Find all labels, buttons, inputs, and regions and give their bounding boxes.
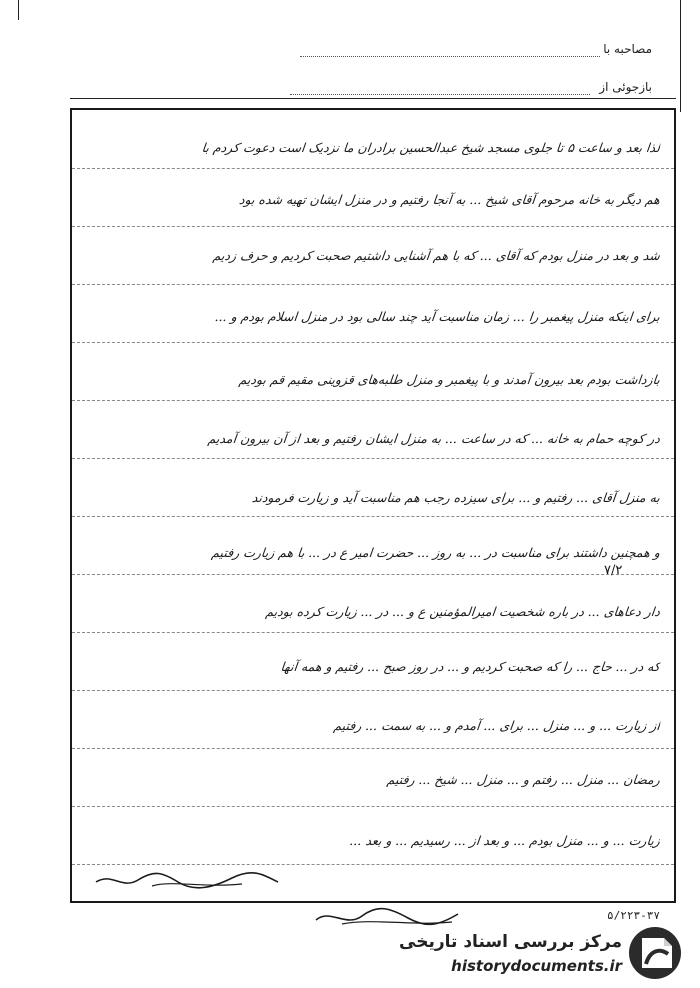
- manuscript-line: هم دیگر به خانه مرحوم آقای شیخ ... به آنجا رفتیم و در منزل ایشان تهیه شده بود: [238, 192, 661, 207]
- manuscript-line: و همچنین داشتند برای مناسبت در ... به روز ... حضرت امیر ع در ... با هم زیارت رفتیم: [210, 545, 661, 560]
- archive-logo-icon: [626, 924, 684, 982]
- ruled-line: [72, 574, 674, 575]
- manuscript-line: دار دعاهای ... در باره شخصیت امیرالمؤمنین ع و ... در ... زیارت کرده بودیم: [264, 604, 661, 619]
- manuscript-line: زیارت ... و ... منزل بودم ... و بعد از ... رسیدیم ... و بعد ...: [348, 833, 661, 848]
- ruled-line: [72, 806, 674, 807]
- side-margin-rule: [680, 0, 681, 112]
- watermark-url[interactable]: historydocuments.ir: [451, 957, 622, 975]
- ruled-line: [72, 284, 674, 285]
- ruled-line: [72, 458, 674, 459]
- page-marker: ۷/۲: [604, 563, 623, 578]
- signature-inside-frame: [92, 868, 282, 892]
- manuscript-line: لذا بعد و ساعت ۵ تا جلوی مسجد شیخ عبدالحسین برادران ما نزدیک است دعوت کردم با: [201, 140, 661, 155]
- interrogation-line: [290, 94, 590, 95]
- manuscript-line: که در ... حاج ... را که صحبت کردیم و ... در روز صبح ... رفتیم و همه آنها: [279, 659, 661, 674]
- manuscript-line: برای اینکه منزل پیغمبر را ... زمان مناسبت آید چند سالی بود در منزل اسلام بودم و ...: [214, 309, 661, 324]
- manuscript-line: شد و بعد در منزل بودم که آقای ... که با هم آشنایی داشتیم صحبت کردیم و حرف زدیم: [212, 248, 661, 263]
- interrogation-label: بازجوئی از: [599, 80, 652, 94]
- ruled-line: [72, 748, 674, 749]
- ruled-line: [72, 400, 674, 401]
- ruled-line: [72, 632, 674, 633]
- ruled-line: [72, 342, 674, 343]
- signature-below-frame: [312, 904, 462, 930]
- manuscript-line: بازداشت بودم بعد بیرون آمدند و با پیغمبر و منزل طلبه‌های قزوینی مقیم قم بودیم: [238, 372, 661, 387]
- ruled-line: [72, 516, 674, 517]
- manuscript-line: در کوچه حمام به خانه ... که در ساعت ... به منزل ایشان رفتیم و بعد از آن بیرون آمدیم: [207, 431, 661, 446]
- top-left-rule: [18, 0, 19, 20]
- interview-line: [300, 56, 600, 57]
- manuscript-line: به منزل آقای ... رفتیم و ... برای سیزده رجب هم مناسبت آید و زیارت فرمودند: [251, 490, 661, 505]
- ruled-line: [72, 864, 674, 865]
- ruled-line: [72, 690, 674, 691]
- header-divider: [70, 98, 676, 99]
- manuscript-line: از زیارت ... و ... منزل ... برای ... آمدم و ... به سمت ... رفتیم: [332, 718, 661, 733]
- manuscript-line: رمضان ... منزل ... رفتم و ... منزل ... شیخ ... رفتیم: [386, 772, 661, 787]
- interview-label: مصاحبه با: [603, 42, 652, 56]
- watermark-name: مرکز بررسی اسناد تاریخی: [399, 932, 622, 952]
- ruled-line: [72, 168, 674, 169]
- document-number: ۵/۲۲۳-۳۷: [607, 909, 660, 922]
- ruled-line: [72, 226, 674, 227]
